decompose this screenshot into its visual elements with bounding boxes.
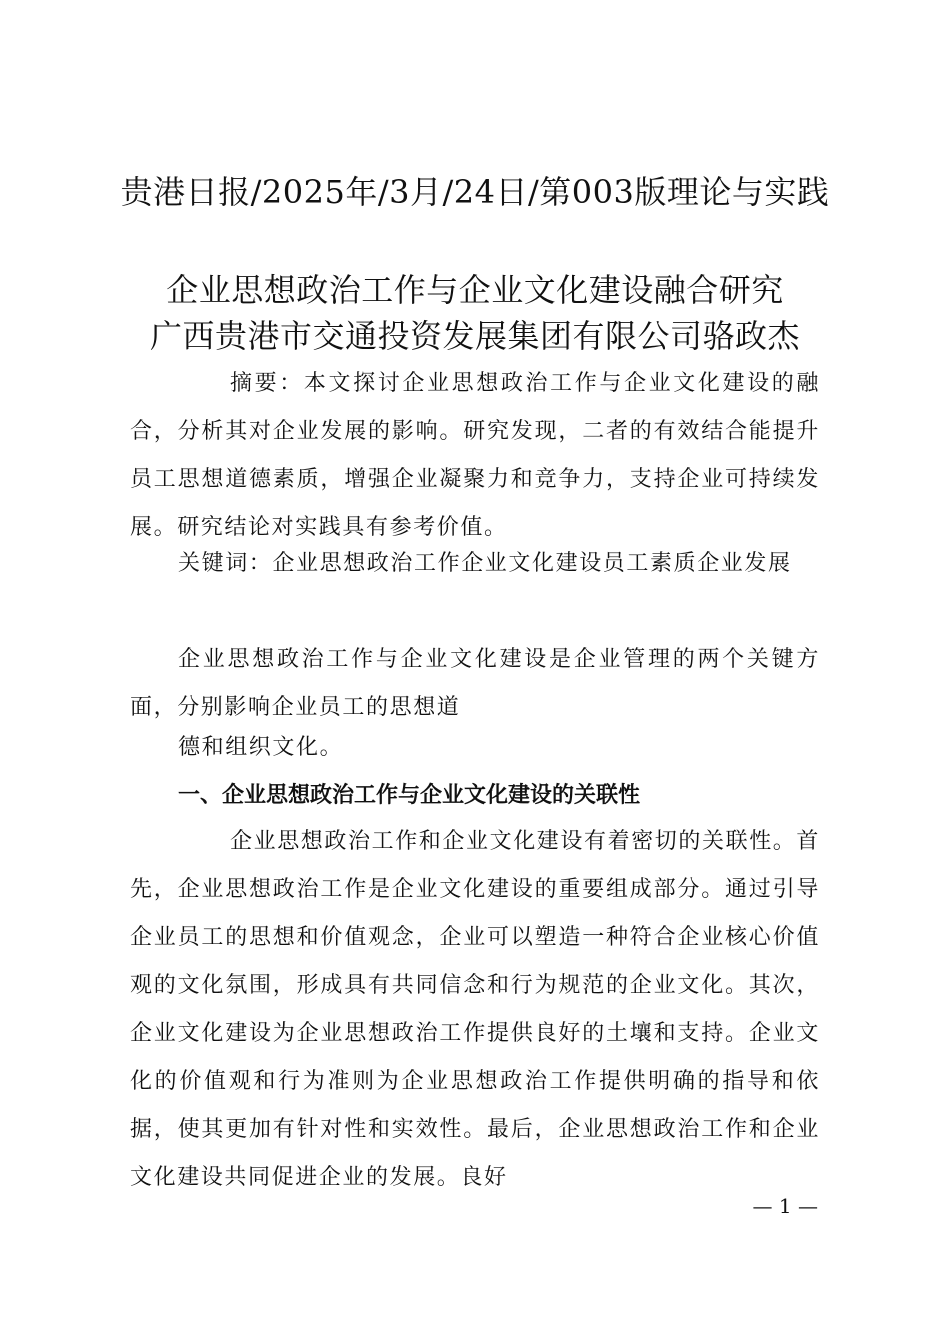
article-title: 企业思想政治工作与企业文化建设融合研究 xyxy=(166,271,784,309)
section-body-paragraph: 企业思想政治工作和企业文化建设有着密切的关联性。首先，企业思想政治工作是企业文化建设的重要组成部分。通过引导企业员工的思想和价值观念，企业可以塑造一种符合企业核心价值观的文化氛围，形成具有共同信念和行为规范的企业文化。其次，企业文化建设为企业思想政治工作提供良好的土壤和支持。企业文化的价值观和行为准则为企业思想政治工作提供明确的指导和依据，使其更加有针对性和实效性。最后，企业思想政治工作和企业文化建设共同促进企业的发展。良好 xyxy=(130,829,821,1190)
intro-paragraph: 企业思想政治工作与企业文化建设是企业管理的两个关键方面，分别影响企业员工的思想道 xyxy=(130,647,820,720)
author-line: 广西贵港市交通投资发展集团有限公司骆政杰 xyxy=(149,317,800,355)
keywords-paragraph: 关键词：企业思想政治工作企业文化建设员工素质企业发展 xyxy=(178,551,792,576)
section-heading: 一、企业思想政治工作与企业文化建设的关联性 xyxy=(178,783,641,808)
intro-paragraph-continued: 德和组织文化。 xyxy=(178,735,344,760)
page-number: — 1 — xyxy=(752,1194,818,1218)
abstract-paragraph: 摘要：本文探讨企业思想政治工作与企业文化建设的融合，分析其对企业发展的影响。研究发现，二者的有效结合能提升员工思想道德素质，增强企业凝聚力和竞争力，支持企业可持续发展。研究结论对实践具有参考价值。 xyxy=(130,371,820,540)
source-line: 贵港日报/2025年/3月/24日/第003版理论与实践 xyxy=(120,173,830,211)
